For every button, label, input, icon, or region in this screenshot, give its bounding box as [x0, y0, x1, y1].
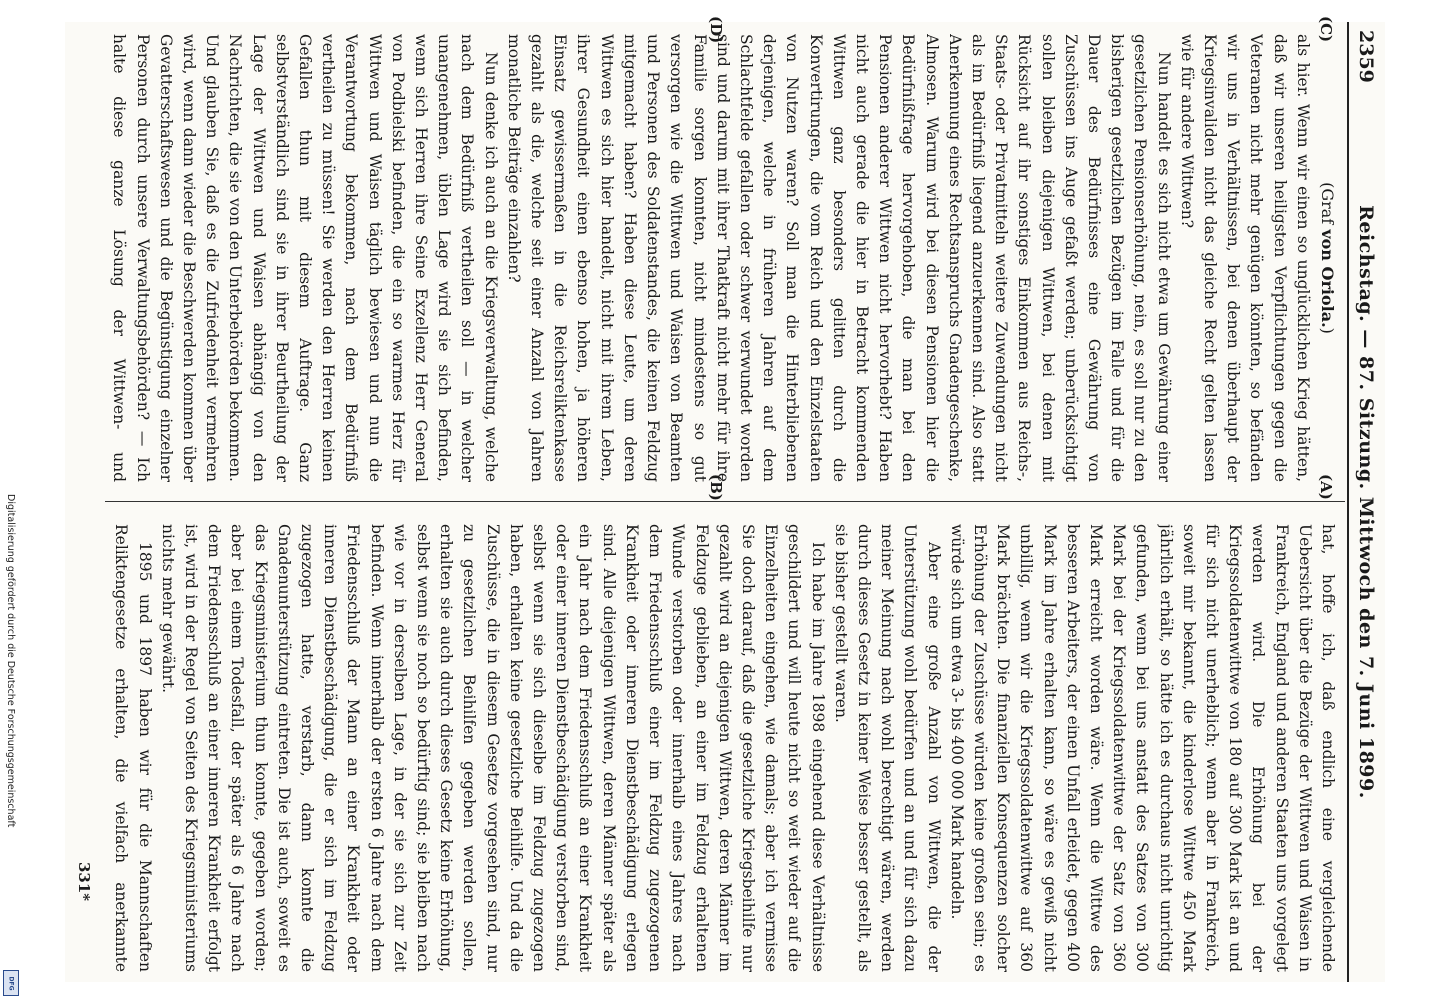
page-number: 2359	[1355, 30, 1377, 83]
paragraph: als hier. Wenn wir einen so unglücklichen Krieg hätten, daß wir unseren heiligsten Verpflichtungen gegen die Veteranen nicht mehr genügen könnten, so befänden wir uns in Verhältnissen, bei denen überhaupt der Kriegsinvaliden nicht das gleiche Recht gelten lassen wie für andere Wittwen?	[1177, 34, 1312, 482]
speaker-suffix: )	[1318, 327, 1337, 334]
margin-marker-b: (B)	[707, 474, 725, 501]
paragraph: 1895 und 1897 haben wir für die Mannschaften Reliktengesetze erhalten, die vielfach anerkannte	[112, 524, 154, 972]
header-title: Reichstag. — 87. Sitzung. Mittwoch den 7. Juni 1899.	[1355, 205, 1377, 799]
rotated-document-page	[65, 16, 1385, 982]
paragraph: hat, hoffe ich, daß endlich eine vergleichende Uebersicht über die Bezüge der Wittwen und Waisen in Frankreich, England und anderen Staaten uns vorgelegt werden wird. Die Erhöhung bei der Kriegssoldatenwittwe von 180 auf 300 Mark ist an und für sich nicht unerheblich; wenn aber in Frankreich, soweit mir bekannt, die kinderlose Wittwe 450 Mark jährlich erhält, so hätte ich es durchaus nicht unrichtig gefunden, wenn bei uns anstatt des Satzes von 300 Mark bei der Kriegssoldatenwittwe der Satz von 360 Mark erreicht worden wäre. Wenn die Wittwe des besseren Arbeiters, der einen Unfall erleidet, gegen 400 Mark im Jahre erhalten kann, so wäre es gewiß nicht unbillig, wenn wir die Kriegssoldatenwittwe auf 360 Mark brächten. Die finanziellen Konsequenzen solcher Erhöhung der Zuschüsse würden keine großen sein; es würde sich um etwa 3- bis 400 000 Mark handeln.	[947, 524, 1337, 972]
margin-marker-c: (C)	[1317, 16, 1335, 43]
right-column	[109, 524, 1339, 972]
paragraph: Aber eine große Anzahl von Wittwen, die der Unterstützung wohl bedürfen und an und für sich dazu meiner Meinung nach wohl berechtigt wären, werden durch dieses Gesetz in keiner Weise besser gestellt, als sie bisher gestellt waren.	[831, 524, 943, 972]
column-divider	[105, 501, 1345, 502]
digitization-credit	[4, 494, 16, 994]
margin-marker-a: (A)	[1317, 474, 1335, 500]
credit-text: Digitalisierung gefördert durch die Deutsche Forschungsgemeinschaft	[5, 494, 16, 828]
paragraph: Nun denke ich auch an die Kriegsverwaltung, welche nach dem Bedürfniß vertheilen soll — in welcher unangenehmen, üblen Lage wird sie sich befinden, wenn sich Herren ihre Seine Exzellenz Herr General von Podbielski befinden, die ein so warmes Herz für Wittwen und Waisen täglich bewiesen und nun die Verantwortung bekommen, nach dem Bedürfniß vertheilen zu müssen! Sie werden den Herren keinen Gefallen thun mit diesem Auftrage. Ganz selbstverständlich sind sie in ihrer Beurtheilung der Lage der Wittwen und Waisen abhängig von den Nachrichten, die sie von den Unterbehörden bekommen. Und glauben Sie, daß es die Zufriedenheit vermehren wird, wenn dann wieder die Beschwerden kommen über Gevatterschaftswesen und die Begünstigung einzelner Personen durch unsere Verwaltungsbehörden? — Ich halte diese ganze Lösung der Wittwen- und	[110, 34, 500, 482]
speaker-name: von Oriola.	[1318, 229, 1337, 328]
left-column	[109, 34, 1339, 482]
speaker-line	[1316, 34, 1339, 482]
dfg-logo-icon: DFG	[3, 970, 19, 996]
page-header	[1347, 22, 1385, 982]
paragraph: Ich habe im Jahre 1898 eingehend diese Verhältnisse geschildert und will heute nicht so weit wieder auf die Einzelheiten eingehen, wie damals; aber ich vermisse Sie doch darauf, daß die gesetzliche Kriegsbeihilfe nur gezahlt wird an diejenigen Wittwen, deren Männer im Feldzuge geblieben, an einer im Feldzug erhaltenen Wunde verstorben oder innerhalb eines Jahres nach dem Friedensschluß einer im Feldzug zugezogenen Krankheit oder inneren Dienstbeschädigung erlegen sind. Alle diejenigen Wittwen, deren Männer später als ein Jahr nach dem Friedensschluß an einer Krankheit oder einer inneren Dienstbeschädigung verstorben sind, selbst wenn sie sich dieselbe im Feldzug zugezogen haben, erhalten keine gesetzliche Beihilfe. Und da die Zuschüsse, die in diesem Gesetze vorgesehen sind, nur zu gesetzlichen Beihilfen gegeben werden sollen, erhalten sie auch durch dieses Gesetz keine Erhöhung, selbst wenn sie noch so bedürftig sind; sie bleiben nach wie vor in derselben Lage, in der sie sich zur Zeit befinden. Wenn innerhalb der ersten 6 Jahre nach dem Friedensschluß der Mann an einer Krankheit oder inneren Dienstbeschädigung, die er sich im Feldzug zugezogen hatte, verstarb, dann konnte die Gnadenunterstützung eintreten. Die ist auch, soweit es das Kriegsministerium thun konnte, gegeben worden; aber bei einem Todesfall, der später als 6 Jahre nach dem Friedensschluß an einer inneren Krankheit erfolgt ist, wird in der Regel von Seiten des Kriegsministeriums nichts mehr gewährt.	[158, 524, 827, 972]
margin-marker-d: (D)	[707, 16, 725, 44]
speaker-prefix: (Graf	[1318, 182, 1337, 225]
signature-number: 331*	[75, 862, 93, 902]
paragraph: Nun handelt es sich nicht etwa um Gewährung einer gesetzlichen Pensionserhöhung, nein, es soll nur zu den bisherigen gesetzlichen Bezügen im Falle und für die Dauer des Bedürfnisses eine Gewährung von Zuschüssen ins Auge gefaßt werden; unberücksichtigt sollen bleiben diejenigen Wittwen, bei denen mit Rücksicht auf ihr sonstiges Einkommen aus Reichs-, Staats- oder Privatmitteln weitere Zuwendungen nicht als im Bedürfniß liegend anzuerkennen sind. Also statt Anerkennung eines Rechtsanspruchs Gnadengeschenke, Almosen. Warum wird bei diesen Pensionen hier die Bedürfnißfrage hervorgehoben, die man bei den Pensionen anderer Wittwen nicht hervorhebt? Haben nicht auch gerade die hier in Betracht kommenden Wittwen ganz besonders gelitten durch die Konvertirungen, die vom Reich und den Einzelstaaten von Nutzen waren? Soll man die Hinterbliebenen derjenigen, welche in früheren Jahren auf dem Schlachtfelde gefallen oder schwer verwundet worden sind und darum mit ihrer Thatkraft nicht mehr für ihre Familie sorgen konnten, nicht mindestens so gut versorgen wie die Wittwen und Waisen von Beamten und Personen des Soldatenstandes, die keinen Feldzug mitgemacht haben? Haben diese Leute, um deren Wittwen es sich hier handelt, nicht mit ihrem Leben, ihrer Gesundheit einen ebenso hohen, ja höheren Einsatz gewissermaßen in die Reichsreliktenkasse gezahlt als die, welche seit einer Anzahl von Jahren monatliche Beiträge einzahlen?	[504, 34, 1173, 482]
